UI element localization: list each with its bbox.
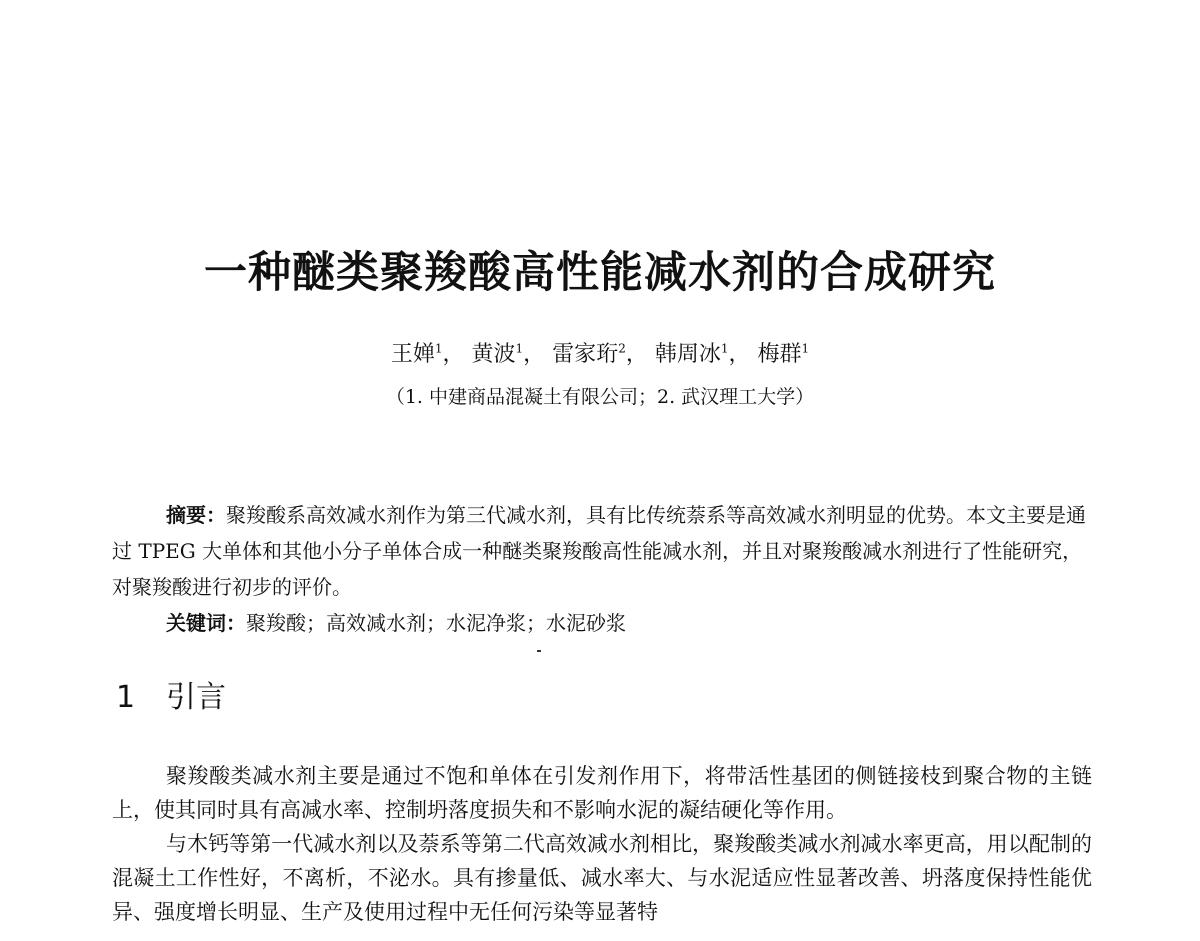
author-name: 王婵	[390, 342, 435, 367]
paragraph: 与木钙等第一代减水剂以及萘系等第二代高效减水剂相比，聚羧酸类减水剂减水率更高，用以配制的混凝土工作性好，不离析，不泌水。具有掺量低、减水率大、与水泥适应性显著改善、坍落度保持性能优异、强度增长明显、生产及使用过程中无任何污染等显著特	[112, 832, 1092, 924]
author-affil-mark: 1	[720, 341, 729, 356]
keywords	[112, 605, 1092, 641]
keywords-text: 聚羧酸；高效减水剂；水泥净浆；水泥砂浆	[246, 611, 626, 635]
scan-speck	[537, 650, 541, 652]
author-affil-mark: 1	[515, 341, 524, 356]
section-heading	[116, 675, 226, 721]
author	[391, 342, 443, 367]
author-name: 梅群	[757, 342, 802, 367]
abstract-text: 聚羧酸系高效减水剂作为第三代减水剂，具有比传统萘系等高效减水剂明显的优势。本文主要是通过 TPEG 大单体和其他小分子单体合成一种醚类聚羧酸高性能减水剂，并且对聚羧酸减水剂进行了性能研究，对聚羧酸进行初步的评价。	[112, 503, 1086, 599]
author-separator: ，	[442, 342, 465, 367]
author	[758, 342, 810, 367]
paragraph: 聚羧酸类减水剂主要是通过不饱和单体在引发剂作用下，将带活性基团的侧链接枝到聚合物的主链上，使其同时具有高减水率、控制坍落度损失和不影响水泥的凝结硬化等作用。	[112, 764, 1092, 822]
author-affil-mark: 1	[434, 341, 443, 356]
author-list	[0, 338, 1200, 372]
abstract-label: 摘要：	[166, 503, 226, 527]
paper-title: 一种醚类聚羧酸高性能减水剂的合成研究	[204, 248, 996, 298]
section-number: 1	[116, 680, 136, 715]
section-title: 引言	[166, 680, 226, 715]
author-name: 雷家珩	[552, 342, 619, 367]
author	[552, 342, 626, 367]
author	[472, 342, 524, 367]
author-name: 黄波	[471, 342, 516, 367]
abstract	[112, 497, 1092, 605]
affiliation: （1. 中建商品混凝土有限公司；2. 武汉理工大学）	[385, 386, 815, 408]
keywords-label: 关键词：	[166, 611, 246, 635]
author-affil-mark: 2	[618, 341, 626, 356]
author-name: 韩周冰	[654, 342, 721, 367]
body-text	[112, 759, 1092, 929]
author-separator: ，	[625, 342, 648, 367]
author-separator: ，	[523, 342, 546, 367]
abstract-block	[112, 497, 1092, 641]
author	[655, 342, 729, 367]
author-affil-mark: 1	[801, 341, 810, 356]
author-separator: ，	[728, 342, 751, 367]
